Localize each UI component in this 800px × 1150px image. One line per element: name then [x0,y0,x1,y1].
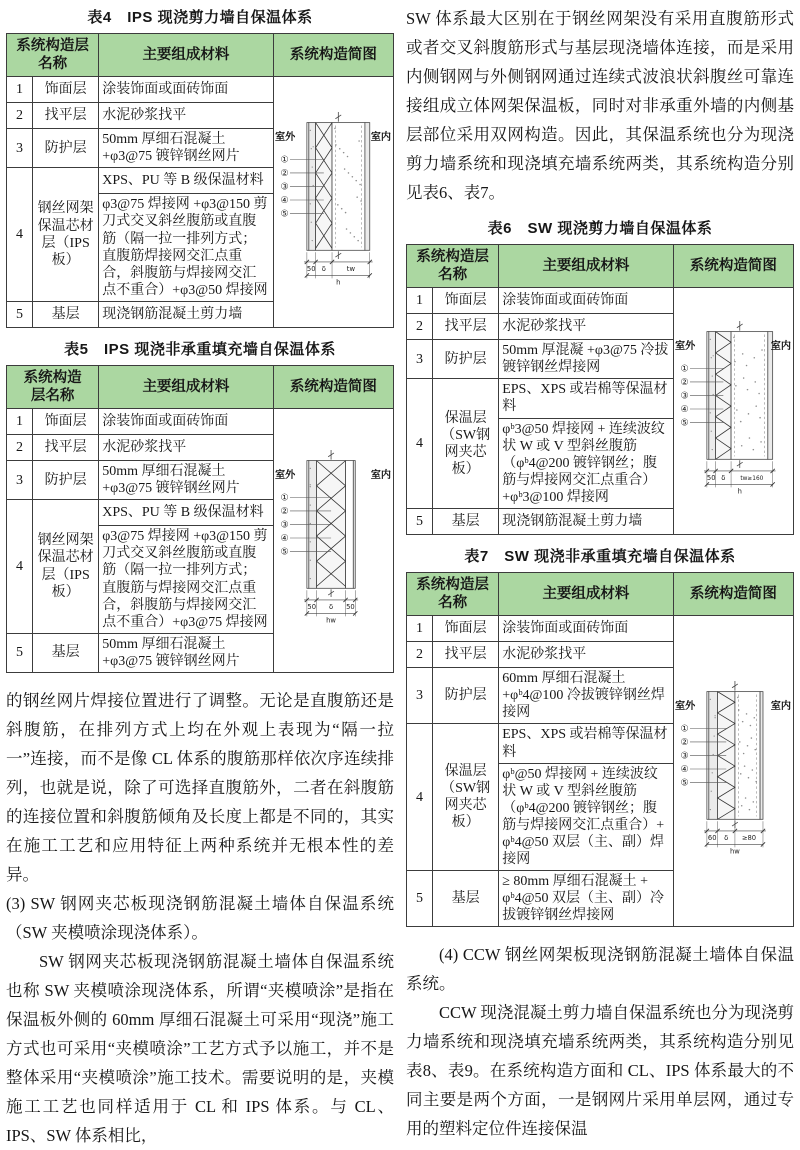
layer-material: 60mm 厚细石混凝土 +φᵇ4@100 冷拔镀锌钢丝焊接网 [499,668,673,724]
layer-number: 3 [407,668,433,724]
layer-number: 1 [7,409,33,435]
layer-material: 水泥砂浆找平 [99,435,273,461]
right-body-text-top [406,4,794,207]
layer-material: 水泥砂浆找平 [99,103,273,129]
col-header-materials: 主要组成材料 [499,572,673,615]
layer-material: φ3@75 焊接网 +φ3@150 剪刀式交叉斜丝腹筋或直腹筋（隔一拉一排列方式；直腹筋焊接网交汇点重合，斜腹筋与焊接网交汇点不重合）+φ3@50 焊接网 [99,194,273,301]
layer-name: 基层 [433,508,499,534]
dim-label: δ [724,833,729,842]
layer-number: 1 [7,77,33,103]
table5 [6,365,394,673]
construction-diagram [674,675,792,863]
col-header-layer-name: 系统构造层 名称 [407,572,499,615]
layer-number: 4 [407,724,433,871]
layer-material: 涂装饰面或面砖饰面 [99,77,273,103]
layer-callout: ③ [680,390,690,402]
layer-number: 3 [7,129,33,168]
layer-name: 找平层 [433,642,499,668]
col-header-layer-name: 系统构造 层名称 [7,365,99,408]
total-dim-label: h [737,487,743,496]
layer-callout: ① [280,153,290,165]
table7 [406,572,794,927]
dim-label: 60 [708,833,717,842]
table-row [7,409,394,435]
layer-callout: ③ [280,519,290,531]
layer-number: 4 [7,500,33,633]
layer-material: 50mm 厚细石混凝土 +φ3@75 镀锌钢丝网片 [99,633,273,672]
col-header-layer-name: 系统构造层 名称 [7,34,99,77]
table7-title: 表7 SW 现浇非承重填充墙自保温体系 [464,547,736,565]
table4-title: 表4 IPS 现浇剪力墙自保温体系 [87,9,313,26]
layer-number: 2 [7,435,33,461]
layer-material: EPS、XPS 或岩棉等保温材料 [499,379,673,418]
layer-callout: ③ [280,181,290,193]
table-row [7,77,394,103]
layer-name: 保温层（SW钢网夹芯板） [433,379,499,509]
layer-name: 防护层 [33,461,99,500]
layer-material: 50mm 厚细石混凝土 +φ3@75 镀锌钢丝网片 [99,461,273,500]
total-dim-label: hw [730,847,741,856]
diagram-cell [273,409,393,673]
paragraph: 的钢丝网片焊接位置进行了调整。无论是直腹筋还是斜腹筋，在排列方式上均在外观上表现为“隔一拉一”连接，而不是像 CL 体系的腹筋那样依次序连续排列，也就是说，除了可选择直腹筋外，二者在斜腹筋的连接位置和斜腹筋倾角及长度上都是不同的，其实在施工工艺和应用特征上两种系统并无根本性的差异。 [6,690,394,884]
layer-material: φ3@75 焊接网 +φ3@150 剪刀式交叉斜丝腹筋或直腹筋（隔一拉一排列方式；直腹筋与焊接网交汇点重合，斜腹筋与焊接网交汇点不重合）+φ3@75 焊接网 [99,526,273,633]
left-column [6,4,394,1150]
table-row [407,616,794,642]
table7-section [406,545,794,927]
layer-number: 3 [7,461,33,500]
layer-material: 涂装饰面或面砖饰面 [499,288,673,314]
layer-material: XPS、PU 等 B 级保温材料 [99,168,273,194]
table5-section [6,338,394,673]
layer-material: 50mm 厚细石混凝土 +φ3@75 镀锌钢丝网片 [99,129,273,168]
left-body-text [6,686,394,1150]
right-body-text-bottom [406,940,794,1143]
table6-title: 表6 SW 现浇剪力墙自保温体系 [487,220,713,237]
paragraph: (3) SW 钢网夹芯板现浇钢筋混凝土墙体自保温系统（SW 夹模喷涂现浇体系）。 [6,893,394,942]
layer-name: 保温层（SW钢网夹芯板） [433,724,499,871]
layer-number: 5 [7,633,33,672]
table6-section [406,217,794,535]
dim-label: δ [329,603,334,612]
layer-name: 饰面层 [33,409,99,435]
table6 [406,244,794,535]
layer-name: 防护层 [433,340,499,379]
layer-callout: ④ [280,533,290,545]
total-dim-label: h [336,278,341,287]
layer-number: 2 [7,103,33,129]
layer-callout: ④ [680,403,690,415]
layer-number: 5 [7,301,33,327]
col-header-materials: 主要组成材料 [99,34,273,77]
dim-label: 50 [707,473,716,482]
room-outdoor-label: 室外 [275,470,296,482]
layer-material: ≥ 80mm 厚细石混凝土 + φᵇ4@50 双层（主、副）冷拔镀锌钢丝焊接网 [499,871,673,927]
layer-callout: ⑤ [280,208,290,220]
diagram-cell [273,77,393,328]
layer-name: 钢丝网架保温芯材层（IPS板） [33,500,99,633]
layer-callout: ② [680,736,690,748]
layer-name: 饰面层 [33,77,99,103]
col-header-materials: 主要组成材料 [99,365,273,408]
col-header-materials: 主要组成材料 [499,245,673,288]
layer-number: 2 [407,314,433,340]
layer-callout: ③ [680,750,690,762]
layer-number: 1 [407,616,433,642]
layer-number: 4 [7,168,33,301]
layer-name: 防护层 [433,668,499,724]
layer-name: 基层 [33,633,99,672]
dim-label: tw [347,264,356,273]
layer-callout: ④ [280,194,290,206]
dim-label: δ [322,264,327,273]
layer-name: 饰面层 [433,288,499,314]
col-header-diagram: 系统构造简图 [673,245,793,288]
paragraph: CCW 现浇混凝土剪力墙自保温系统也分为现浇剪力墙系统和现浇填充墙系统两类，其系统构造分别见表8、表9。在系统构造方面和 CL、IPS 体系最大的不同主要是两个方面，一是钢网片采用单层网，通过专用的塑料定位件连接保温 [406,1003,794,1139]
layer-number: 2 [407,642,433,668]
construction-diagram [274,106,392,294]
layer-material: 涂装饰面或面砖饰面 [99,409,273,435]
construction-diagram [274,444,392,632]
layer-number: 5 [407,871,433,927]
room-indoor-label: 室内 [771,700,792,712]
layer-callout: ① [680,723,690,735]
layer-callout: ④ [680,763,690,775]
paragraph: SW 体系最大区别在于钢丝网架没有采用直腹筋形式或者交叉斜腹筋形式与基层现浇墙体连接，而是采用内侧钢网与外侧钢网通过连续式波浪状斜腹丝可靠连接组成立体网架保温板，同时对非承重外墙的内侧基层部位采用双网构造。因此，其保温系统也分为现浇剪力墙系统和现浇填充墙系统两类，其系统构造分别见表6、表7。 [406,9,794,202]
layer-material: EPS、XPS 或岩棉等保温材料 [499,724,673,763]
layer-callout: ② [680,376,690,388]
layer-name: 找平层 [33,103,99,129]
layer-material: 现浇钢筋混凝土剪力墙 [99,301,273,327]
layer-name: 防护层 [33,129,99,168]
layer-callout: ⑤ [680,417,690,429]
room-outdoor-label: 室外 [675,340,696,352]
layer-name: 找平层 [433,314,499,340]
table4-section [6,6,394,328]
room-outdoor-label: 室外 [275,131,296,143]
diagram-cell [673,288,793,535]
paragraph: SW 钢网夹芯板现浇钢筋混凝土墙体自保温系统也称 SW 夹模喷涂现浇体系，所谓“夹模喷涂”是指在保温板外侧的 60mm 厚细石混凝土可采用“现浇”施工方式也可采用“夹模喷涂”工艺方式予以施工，并不是整体采用“夹模喷涂”施工技术。需要说明的是，夹模施工工艺也同样适用于 CL 和 IPS 体系。与 CL、IPS、SW 体系相比， [6,951,394,1145]
layer-material: 涂装饰面或面砖饰面 [499,616,673,642]
col-header-layer-name: 系统构造层 名称 [407,245,499,288]
table5-title: 表5 IPS 现浇非承重填充墙自保温体系 [64,340,336,358]
layer-callout: ② [280,505,290,517]
layer-name: 饰面层 [433,616,499,642]
paragraph: (4) CCW 钢丝网架板现浇钢筋混凝土墙体自保温系统。 [406,945,794,994]
right-column [406,4,794,1143]
col-header-diagram: 系统构造简图 [273,365,393,408]
layer-name: 基层 [433,871,499,927]
room-indoor-label: 室内 [371,131,392,143]
total-dim-label: hw [326,616,337,625]
layer-callout: ① [680,363,690,375]
room-indoor-label: 室内 [771,340,792,352]
dim-label: 50 [307,603,317,612]
layer-callout: ⑤ [680,777,690,789]
col-header-diagram: 系统构造简图 [673,572,793,615]
layer-name: 找平层 [33,435,99,461]
room-indoor-label: 室内 [371,470,392,482]
construction-diagram [674,315,792,503]
layer-material: 现浇钢筋混凝土剪力墙 [499,508,673,534]
table-row [407,288,794,314]
table4 [6,33,394,328]
layer-callout: ⑤ [280,546,290,558]
layer-material: φᵇ3@50 焊接网 + 连续波纹状 W 或 V 型斜丝腹筋（φᵇ4@200 镀锌钢丝；腹筋与焊接网交汇点重合）+φᵇ3@100 焊接网 [499,418,673,508]
col-header-diagram: 系统构造简图 [273,34,393,77]
layer-number: 1 [407,288,433,314]
layer-callout: ② [280,167,290,179]
dim-label: ≥80 [742,833,757,842]
dim-label: 50 [346,603,356,612]
layer-material: 水泥砂浆找平 [499,314,673,340]
dim-label: tw≥160 [740,475,764,482]
layer-name: 钢丝网架保温芯材层（IPS板） [33,168,99,301]
layer-number: 5 [407,508,433,534]
layer-material: φᵇ@50 焊接网 + 连续波纹状 W 或 V 型斜丝腹筋（φᵇ4@200 镀锌钢丝；腹筋与焊接网交汇点重合）+ φᵇ4@50 双层（主、副）焊接网 [499,763,673,870]
layer-material: 水泥砂浆找平 [499,642,673,668]
layer-name: 基层 [33,301,99,327]
layer-callout: ① [280,492,290,504]
layer-number: 4 [407,379,433,509]
dim-label: 50 [307,264,316,273]
layer-material: XPS、PU 等 B 级保温材料 [99,500,273,526]
layer-number: 3 [407,340,433,379]
diagram-cell [673,616,793,927]
dim-label: δ [721,473,726,482]
layer-material: 50mm 厚混凝 +φ3@75 冷拔镀锌钢丝焊接网 [499,340,673,379]
room-outdoor-label: 室外 [675,700,696,712]
